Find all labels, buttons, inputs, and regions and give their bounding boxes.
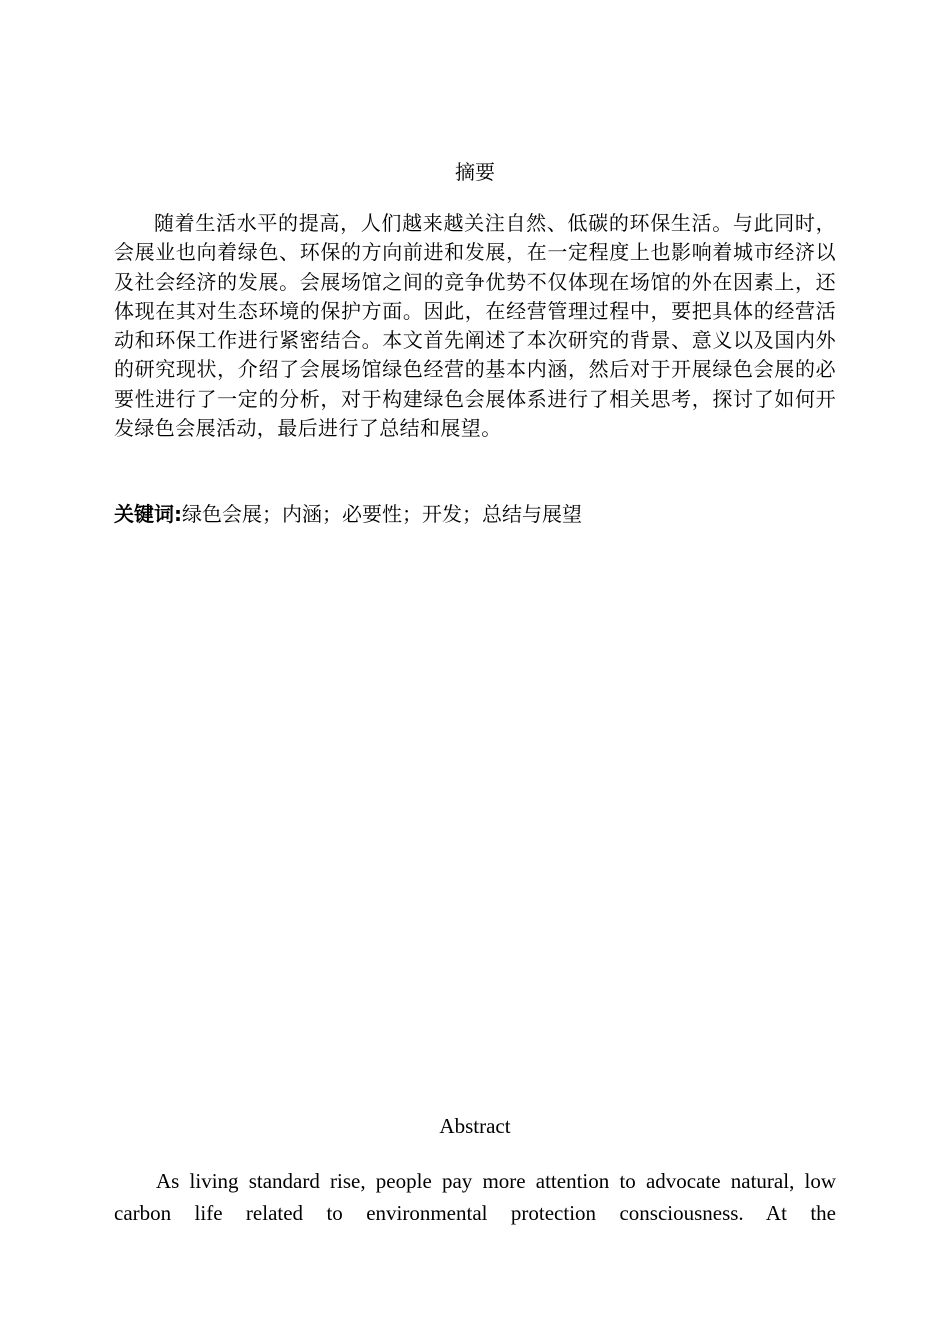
keywords-list: 绿色会展；内涵；必要性；开发；总结与展望 bbox=[182, 502, 582, 526]
keywords-label: 关键词: bbox=[114, 502, 182, 526]
chinese-keywords bbox=[114, 500, 836, 528]
english-abstract-title: Abstract bbox=[439, 1114, 511, 1138]
chinese-abstract-title: 摘要 bbox=[455, 160, 495, 184]
english-abstract-body: As living standard rise, people pay more attention to advocate natural, low carbon life related to environmental protection consciousness. At the bbox=[114, 1169, 836, 1225]
chinese-abstract-body: 随着生活水平的提高，人们越来越关注自然、低碳的环保生活。与此同时，会展业也向着绿色、环保的方向前进和发展，在一定程度上也影响着城市经济以及社会经济的发展。会展场馆之间的竞争优势不仅体现在场馆的外在因素上，还体现在其对生态环境的保护方面。因此，在经营管理过程中，要把具体的经营活动和环保工作进行紧密结合。本文首先阐述了本次研究的背景、意义以及国内外的研究现状，介绍了会展场馆绿色经营的基本内涵，然后对于开展绿色会展的必要性进行了一定的分析，对于构建绿色会展体系进行了相关思考，探讨了如何开发绿色会展活动，最后进行了总结和展望。 bbox=[114, 211, 836, 441]
